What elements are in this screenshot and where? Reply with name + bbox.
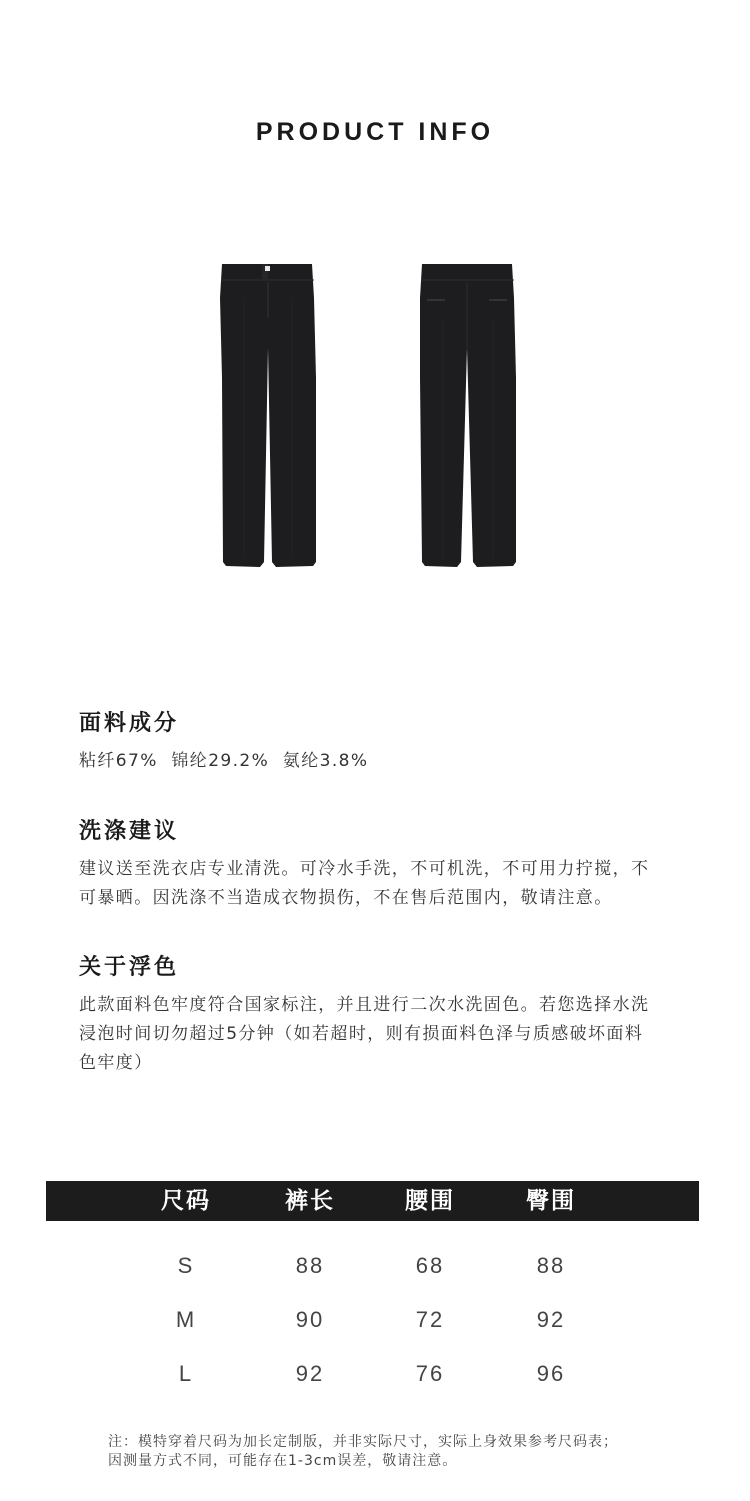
washing-section (79, 814, 689, 913)
footnote-line: 因测量方式不同，可能存在1-3cm误差，敬请注意。 (108, 1453, 458, 1469)
cell-waist: 68 (415, 1253, 445, 1278)
washing-title: 洗涤建议 (79, 819, 180, 844)
product-images (0, 258, 750, 578)
footnote-line: 注：模特穿着尺码为加长定制版，并非实际尺寸，实际上身效果参考尺码表； (108, 1434, 618, 1450)
color-line: 浸泡时间切勿超过5分钟（如若超时，则有损面料色泽与质感破坏面料 (79, 1024, 644, 1044)
cell-hip: 88 (536, 1253, 566, 1278)
washing-line: 建议送至洗衣店专业清洗。可冷水手洗，不可机洗，不可用力拧搅，不 (79, 859, 650, 879)
cell-size: M (175, 1307, 197, 1332)
size-table-header (46, 1181, 699, 1221)
fabric-title: 面料成分 (79, 711, 180, 736)
cell-size: L (178, 1361, 194, 1386)
cell-hip: 96 (536, 1361, 566, 1386)
cell-size: S (177, 1253, 195, 1278)
table-row (46, 1239, 699, 1293)
washing-line: 可暴晒。因洗涤不当造成衣物损伤，不在售后范围内，敬请注意。 (79, 888, 613, 908)
table-row (46, 1347, 699, 1401)
color-line: 此款面料色牢度符合国家标注，并且进行二次水洗固色。若您选择水洗 (79, 995, 650, 1015)
cell-hip: 92 (536, 1307, 566, 1332)
cell-length: 88 (295, 1253, 325, 1278)
page-title: PRODUCT INFO (255, 118, 495, 146)
cell-waist: 72 (415, 1307, 445, 1332)
cell-length: 90 (295, 1307, 325, 1332)
cell-waist: 76 (415, 1361, 445, 1386)
pants-front-image (216, 258, 320, 572)
table-row (46, 1293, 699, 1347)
size-table (46, 1181, 699, 1401)
washing-text (79, 855, 689, 913)
header-size: 尺码 (161, 1188, 211, 1214)
footnote (108, 1433, 698, 1471)
header-length: 裤长 (285, 1188, 335, 1214)
fabric-section (79, 706, 689, 776)
fabric-text: 粘纤67% 锦纶29.2% 氨纶3.8% (79, 751, 369, 771)
pants-back-image (415, 258, 519, 572)
color-line: 色牢度） (79, 1053, 153, 1073)
header-hip: 臀围 (526, 1188, 576, 1214)
header-waist: 腰围 (405, 1188, 455, 1214)
color-section (79, 950, 689, 1078)
cell-length: 92 (295, 1361, 325, 1386)
color-text (79, 991, 689, 1078)
color-title: 关于浮色 (79, 955, 180, 980)
